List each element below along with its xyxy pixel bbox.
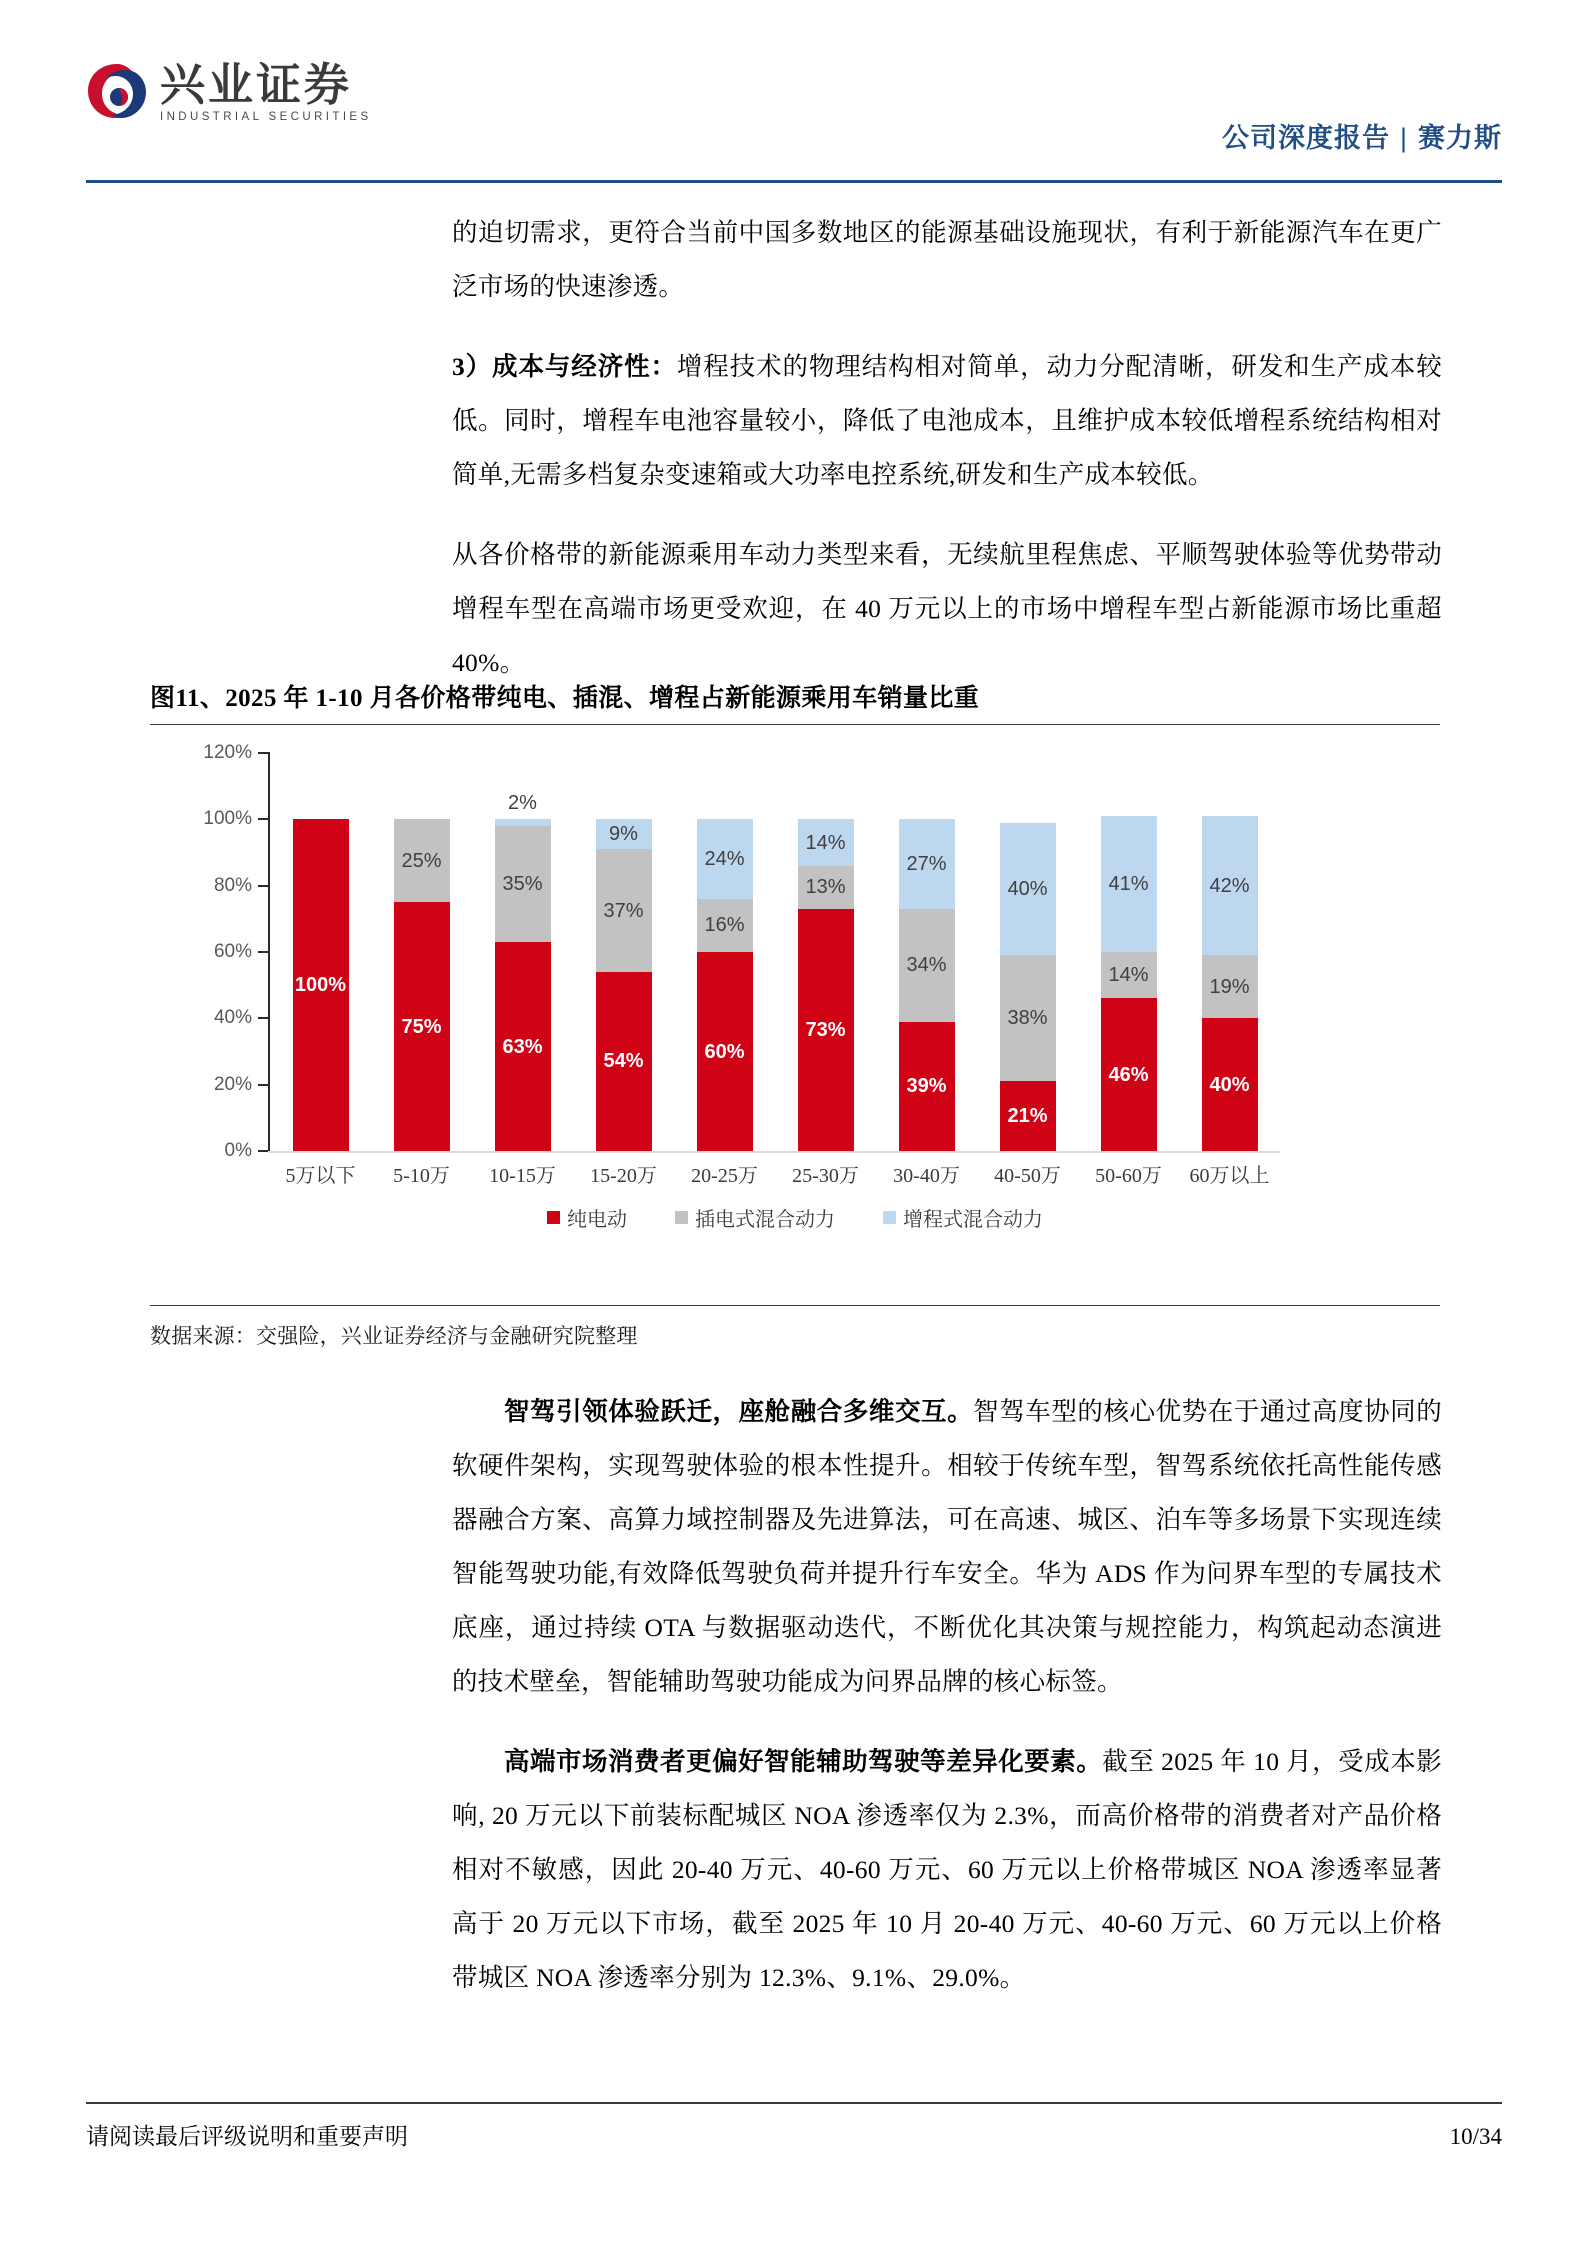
x-axis-labels bbox=[270, 1159, 1280, 1188]
x-axis-label: 50-60万 bbox=[1095, 1165, 1162, 1187]
bar-segment[interactable] bbox=[596, 819, 652, 849]
bar-segment-label: 13% bbox=[805, 876, 846, 899]
stacked-bar[interactable] bbox=[899, 819, 955, 1151]
bar-segment[interactable] bbox=[899, 1022, 955, 1151]
bar-segment[interactable] bbox=[1000, 823, 1056, 956]
x-axis-label: 25-30万 bbox=[792, 1165, 859, 1187]
bar-segment[interactable] bbox=[899, 819, 955, 909]
x-axis-label: 60万以上 bbox=[1189, 1165, 1270, 1187]
legend-label: 插电式混合动力 bbox=[695, 1209, 835, 1231]
header-separator: | bbox=[1399, 123, 1408, 153]
bar-segment-label: 24% bbox=[704, 848, 745, 871]
y-axis-tick bbox=[258, 1017, 270, 1019]
body-text-top bbox=[452, 206, 1442, 716]
bar-column[interactable] bbox=[977, 753, 1078, 1151]
y-axis-tick-label: 60% bbox=[213, 941, 252, 962]
body-text-bottom bbox=[452, 1385, 1442, 2031]
bar-column[interactable] bbox=[674, 753, 775, 1151]
figure-source: 数据来源：交强险，兴业证券经济与金融研究院整理 bbox=[150, 1324, 638, 1348]
bar-column[interactable] bbox=[775, 753, 876, 1151]
chart-baseline bbox=[268, 1151, 1280, 1153]
x-axis-label: 15-20万 bbox=[590, 1165, 657, 1187]
bar-segment[interactable] bbox=[596, 972, 652, 1151]
bar-segment-label: 19% bbox=[1209, 975, 1250, 998]
legend-swatch bbox=[547, 1211, 560, 1224]
paragraph-4 bbox=[452, 1385, 1442, 1709]
x-axis-label: 20-25万 bbox=[691, 1165, 758, 1187]
bar-segment-label: 100% bbox=[294, 974, 347, 997]
chart-bars bbox=[270, 753, 1280, 1151]
company-logo bbox=[86, 62, 372, 123]
x-axis-label: 10-15万 bbox=[489, 1165, 556, 1187]
bar-segment-label: 27% bbox=[906, 853, 947, 876]
y-axis-tick bbox=[258, 885, 270, 887]
stacked-bar-chart bbox=[150, 725, 1440, 1245]
bar-segment[interactable] bbox=[697, 819, 753, 899]
x-axis-label: 5-10万 bbox=[393, 1165, 450, 1187]
bar-segment-label: 75% bbox=[401, 1015, 442, 1038]
stacked-bar[interactable] bbox=[293, 819, 349, 1151]
y-axis-tick bbox=[258, 752, 270, 754]
stacked-bar[interactable] bbox=[1000, 823, 1056, 1151]
y-axis-tick bbox=[258, 1084, 270, 1086]
logo-chinese-name: 兴业证券 bbox=[160, 60, 353, 110]
bar-segment-label: 40% bbox=[1007, 878, 1048, 900]
legend-item[interactable] bbox=[883, 1203, 1043, 1232]
bar-segment-label: 63% bbox=[502, 1035, 543, 1058]
bar-segment[interactable] bbox=[1101, 998, 1157, 1151]
legend-item[interactable] bbox=[675, 1203, 835, 1232]
bar-segment-label: 35% bbox=[502, 873, 543, 896]
bar-segment[interactable] bbox=[495, 826, 551, 942]
bar-segment-label: 21% bbox=[1007, 1105, 1048, 1128]
bar-segment-label: 60% bbox=[704, 1040, 745, 1063]
bar-segment[interactable] bbox=[1101, 816, 1157, 952]
stacked-bar[interactable] bbox=[394, 819, 450, 1151]
bar-segment-label: 37% bbox=[603, 899, 644, 922]
page-header bbox=[0, 0, 1588, 186]
bar-segment-label: 2% bbox=[508, 792, 537, 815]
company-name-label: 赛力斯 bbox=[1418, 123, 1502, 153]
bar-segment[interactable] bbox=[394, 819, 450, 902]
footer-note: 请阅读最后评级说明和重要声明 bbox=[86, 2124, 408, 2149]
stacked-bar[interactable] bbox=[596, 819, 652, 1151]
bar-segment-label: 25% bbox=[401, 849, 442, 872]
bar-segment[interactable] bbox=[1202, 816, 1258, 955]
bar-segment[interactable] bbox=[394, 902, 450, 1151]
bar-segment[interactable] bbox=[596, 849, 652, 972]
legend-swatch bbox=[883, 1211, 896, 1224]
y-axis-tick bbox=[258, 818, 270, 820]
legend-item[interactable] bbox=[547, 1203, 627, 1232]
paragraph-5-rest: 截至 2025 年 10 月，受成本影响, 20 万元以下前装标配城区 NOA 渗透率仅为 2.3%，而高价格带的消费者对产品价格相对不敏感，因此 20-40 万元、40-60 万元、60 万元以上价格带城区 NOA 渗透率显著高于 20 万元以下市场，截至 2025 年 10 月 20-40 万元、40-60 万元、60 万元以上价格带城区 NOA 渗透率分别为 12.3%、9.1%、29.0%。 bbox=[452, 1747, 1443, 1992]
y-axis-tick-label: 80% bbox=[213, 874, 252, 896]
stacked-bar[interactable] bbox=[1101, 816, 1157, 1151]
bar-segment-label: 41% bbox=[1108, 873, 1149, 896]
x-axis-label: 5万以下 bbox=[285, 1165, 356, 1187]
y-axis-tick bbox=[258, 951, 270, 953]
bar-column[interactable] bbox=[573, 753, 674, 1151]
header-report-label bbox=[1222, 116, 1502, 155]
bar-segment-label: 46% bbox=[1108, 1063, 1149, 1086]
stacked-bar[interactable] bbox=[495, 792, 551, 1151]
bar-column[interactable] bbox=[1179, 753, 1280, 1151]
bar-segment-label: 39% bbox=[906, 1075, 947, 1098]
bar-segment-label: 42% bbox=[1209, 874, 1250, 897]
paragraph-4-lead: 智驾引领体验跃迁，座舱融合多维交互。 bbox=[504, 1397, 974, 1426]
bar-segment[interactable] bbox=[1000, 955, 1056, 1081]
bar-segment[interactable] bbox=[899, 909, 955, 1022]
bar-column[interactable] bbox=[371, 753, 472, 1151]
paragraph-4-rest: 智驾车型的核心优势在于通过高度协同的软硬件架构，实现驾驶体验的根本性提升。相较于传统车型，智驾系统依托高性能传感器融合方案、高算力域控制器及先进算法，可在高速、城区、泊车等多场景下实现连续智能驾驶功能,有效降低驾驶负荷并提升行车安全。华为 ADS 作为问界车型的专属技术底座，通过持续 OTA 与数据驱动迭代，不断优化其决策与规控能力，构筑起动态演进的技术壁垒，智能辅助驾驶功能成为问界品牌的核心标签。 bbox=[452, 1397, 1443, 1696]
y-axis-tick-label: 100% bbox=[203, 808, 252, 830]
bar-segment[interactable] bbox=[798, 819, 854, 865]
chart-legend bbox=[150, 1203, 1440, 1232]
header-divider bbox=[86, 180, 1502, 183]
figure-frame bbox=[150, 724, 1440, 1306]
bar-segment-label: 34% bbox=[906, 954, 947, 977]
bar-segment-label: 38% bbox=[1007, 1007, 1048, 1030]
bar-segment-label: 9% bbox=[609, 823, 638, 846]
x-axis-label: 40-50万 bbox=[994, 1165, 1061, 1187]
legend-label: 纯电动 bbox=[567, 1209, 627, 1231]
industrial-securities-logo-icon bbox=[86, 62, 148, 120]
bar-segment[interactable] bbox=[697, 899, 753, 952]
y-axis-tick-label: 20% bbox=[213, 1073, 252, 1095]
y-axis-tick-label: 120% bbox=[203, 742, 252, 763]
stacked-bar[interactable] bbox=[1202, 816, 1258, 1151]
bar-segment-label: 14% bbox=[805, 831, 846, 854]
bar-column[interactable] bbox=[876, 753, 977, 1151]
bar-segment[interactable] bbox=[1000, 1081, 1056, 1151]
legend-swatch bbox=[675, 1211, 688, 1224]
bar-segment[interactable] bbox=[1202, 1018, 1258, 1151]
figure-11 bbox=[150, 678, 1440, 1350]
bar-segment-label: 73% bbox=[805, 1018, 846, 1041]
bar-segment[interactable] bbox=[495, 942, 551, 1151]
paragraph-1: 的迫切需求，更符合当前中国多数地区的能源基础设施现状，有利于新能源汽车在更广泛市场的快速渗透。 bbox=[452, 218, 1442, 301]
bar-segment[interactable] bbox=[293, 819, 349, 1151]
logo-text bbox=[160, 62, 372, 123]
bar-segment[interactable] bbox=[798, 866, 854, 909]
paragraph-5 bbox=[452, 1735, 1442, 2005]
paragraph-2-rest: 增程技术的物理结构相对简单，动力分配清晰，研发和生产成本较低。同时，增程车电池容量较小，降低了电池成本，且维护成本较低增程系统结构相对简单,无需多档复杂变速箱或大功率电控系统,研发和生产成本较低。 bbox=[452, 352, 1443, 489]
bar-segment[interactable] bbox=[1202, 955, 1258, 1018]
x-axis-label: 30-40万 bbox=[893, 1165, 960, 1187]
bar-segment[interactable] bbox=[697, 952, 753, 1151]
legend-label: 增程式混合动力 bbox=[903, 1209, 1043, 1231]
paragraph-5-lead: 高端市场消费者更偏好智能辅助驾驶等差异化要素。 bbox=[504, 1747, 1103, 1776]
y-axis-tick-label: 0% bbox=[224, 1140, 252, 1161]
bar-column[interactable] bbox=[270, 753, 371, 1151]
footer-divider bbox=[86, 2102, 1502, 2104]
bar-segment[interactable] bbox=[798, 909, 854, 1151]
stacked-bar[interactable] bbox=[798, 819, 854, 1151]
paragraph-3: 从各价格带的新能源乘用车动力类型来看，无续航里程焦虑、平顺驾驶体验等优势带动增程车型在高端市场更受欢迎，在 40 万元以上的市场中增程车型占新能源市场比重超 40%。 bbox=[452, 540, 1442, 677]
paragraph-2-lead: 3）成本与经济性： bbox=[452, 352, 677, 381]
figure-title: 图11、2025 年 1-10 月各价格带纯电、插混、增程占新能源乘用车销量比重 bbox=[150, 685, 980, 712]
stacked-bar[interactable] bbox=[697, 819, 753, 1151]
bar-segment-label: 40% bbox=[1209, 1073, 1250, 1096]
report-type-label: 公司深度报告 bbox=[1221, 123, 1390, 153]
bar-column[interactable] bbox=[1078, 753, 1179, 1151]
logo-english-name: INDUSTRIAL SECURITIES bbox=[160, 111, 372, 123]
bar-segment[interactable] bbox=[1101, 952, 1157, 998]
bar-segment-label: 14% bbox=[1108, 964, 1149, 987]
paragraph-2 bbox=[452, 340, 1442, 502]
page-number: 10/34 bbox=[1449, 2124, 1502, 2149]
bar-segment-label: 54% bbox=[603, 1050, 644, 1073]
bar-column[interactable] bbox=[472, 753, 573, 1151]
bar-segment[interactable] bbox=[495, 792, 551, 826]
y-axis-tick-label: 40% bbox=[213, 1007, 252, 1029]
page-footer bbox=[86, 2118, 1502, 2151]
bar-segment-label: 16% bbox=[704, 914, 745, 937]
